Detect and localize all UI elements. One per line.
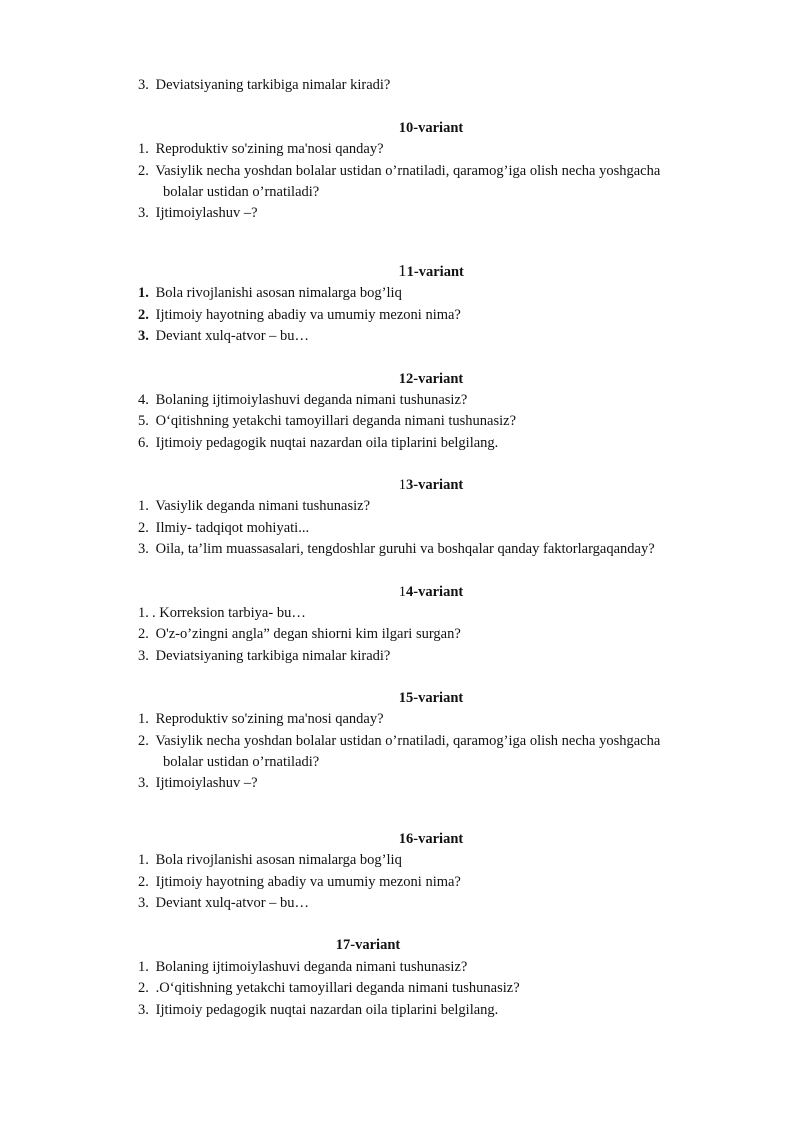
list-item	[138, 646, 738, 667]
list-item	[138, 1000, 738, 1021]
item-number: 2.	[138, 307, 149, 323]
item-text: Deviant xulq-atvor – bu…	[155, 895, 310, 911]
item-number: 1.	[138, 959, 149, 975]
list-item	[138, 203, 738, 224]
item-number: 4.	[138, 392, 149, 408]
item-number: 3.	[138, 648, 149, 664]
variant-heading: 16-variant	[398, 831, 464, 847]
heading-rest: 4-variant	[406, 584, 464, 600]
item-number: 2.	[138, 163, 149, 179]
list-item	[138, 893, 738, 914]
item-text-continuation: bolalar ustidan o’rnatiladi?	[163, 184, 320, 200]
item-text: .O‘qitishning yetakchi tamoyillari deganda nimani tushunasiz?	[155, 980, 520, 996]
heading-rest: 3-variant	[406, 477, 464, 493]
list-item	[138, 161, 738, 182]
item-number: 3.	[138, 77, 149, 93]
variant-heading	[138, 582, 724, 603]
list-item	[138, 731, 738, 752]
list-item	[138, 518, 738, 539]
item-text: Vasiylik necha yoshdan bolalar ustidan o’rnatiladi, qaramog’iga olish necha yoshgacha	[155, 733, 661, 749]
variant-heading: 17-variant	[335, 937, 401, 953]
item-text: Deviatsiyaning tarkibiga nimalar kiradi?	[155, 648, 391, 664]
list-item	[138, 624, 738, 645]
item-text: Ijtimoiy hayotning abadiy va umumiy mezoni nima?	[155, 307, 461, 323]
item-number: 1.	[138, 605, 149, 621]
item-text: Ijtimoiy pedagogik nuqtai nazardan oila tiplarini belgilang.	[155, 435, 499, 451]
item-text: Ijtimoiy hayotning abadiy va umumiy mezoni nima?	[155, 874, 461, 890]
item-number: 3.	[138, 775, 149, 791]
item-text: Bolaning ijtimoiylashuvi deganda nimani tushunasiz?	[155, 959, 468, 975]
item-text: Ilmiy- tadqiqot mohiyati...	[155, 520, 310, 536]
variant-heading: 15-variant	[398, 690, 464, 706]
list-item	[138, 305, 738, 326]
item-text: Ijtimoiylashuv –?	[155, 775, 258, 791]
item-text-continuation: bolalar ustidan o’rnatiladi?	[163, 754, 320, 770]
item-number: 1.	[138, 141, 149, 157]
item-number: 1.	[138, 852, 149, 868]
item-text: Deviant xulq-atvor – bu…	[155, 328, 310, 344]
item-number: 2.	[138, 733, 149, 749]
item-number: 3.	[138, 541, 149, 557]
item-text: Vasiylik necha yoshdan bolalar ustidan o’rnatiladi, qaramog’iga olish necha yoshgacha	[155, 163, 661, 179]
item-text: Oila, ta’lim muassasalari, tengdoshlar guruhi va boshqalar qanday faktorlargaqanday?	[155, 541, 655, 557]
item-text: Bola rivojlanishi asosan nimalarga bog’liq	[155, 285, 402, 301]
list-item	[138, 957, 738, 978]
list-item	[138, 411, 738, 432]
list-item	[138, 773, 738, 794]
item-text: O‘qitishning yetakchi tamoyillari deganda nimani tushunasiz?	[155, 413, 517, 429]
heading-rest: 1-variant	[406, 264, 464, 280]
item-number: 3.	[138, 895, 149, 911]
item-text: Bolaning ijtimoiylashuvi deganda nimani tushunasiz?	[155, 392, 468, 408]
variant-heading: 12-variant	[398, 371, 464, 387]
item-text: Deviatsiyaning tarkibiga nimalar kiradi?	[155, 77, 391, 93]
item-number: 5.	[138, 413, 149, 429]
list-item	[138, 283, 738, 304]
item-number: 3.	[138, 1002, 149, 1018]
item-text: Vasiylik deganda nimani tushunasiz?	[155, 498, 371, 514]
item-number: 2.	[138, 520, 149, 536]
list-item	[138, 75, 738, 96]
list-item	[138, 872, 738, 893]
variant-heading	[138, 260, 724, 283]
variant-heading: 10-variant	[398, 120, 464, 136]
item-text: O'z-o’zingni angla” degan shiorni kim ilgari surgan?	[155, 626, 461, 642]
list-item	[138, 139, 738, 160]
heading-prefix: 1	[398, 584, 407, 600]
item-number: 3.	[138, 205, 149, 221]
list-item	[138, 390, 738, 411]
list-item	[138, 978, 738, 999]
item-number: 1.	[138, 285, 149, 301]
list-item	[138, 433, 738, 454]
heading-prefix: 1	[398, 477, 407, 493]
heading-prefix: 1	[398, 261, 407, 280]
item-number: 2.	[138, 626, 149, 642]
item-number: 1.	[138, 711, 149, 727]
item-text: Reproduktiv so'zining ma'nosi qanday?	[155, 711, 384, 727]
list-item	[138, 496, 738, 517]
list-item	[138, 850, 738, 871]
item-number: 1.	[138, 498, 149, 514]
item-text: . Korreksion tarbiya- bu…	[152, 605, 306, 621]
variant-heading	[138, 475, 724, 496]
item-text: Bola rivojlanishi asosan nimalarga bog’liq	[155, 852, 402, 868]
item-text: Reproduktiv so'zining ma'nosi qanday?	[155, 141, 384, 157]
item-text: Ijtimoiylashuv –?	[155, 205, 258, 221]
list-item	[138, 603, 738, 624]
list-item	[138, 326, 738, 347]
item-number: 2.	[138, 980, 149, 996]
list-item	[138, 709, 738, 730]
item-number: 2.	[138, 874, 149, 890]
item-number: 6.	[138, 435, 149, 451]
item-text: Ijtimoiy pedagogik nuqtai nazardan oila tiplarini belgilang.	[155, 1002, 499, 1018]
list-item	[138, 539, 738, 560]
item-number: 3.	[138, 328, 149, 344]
